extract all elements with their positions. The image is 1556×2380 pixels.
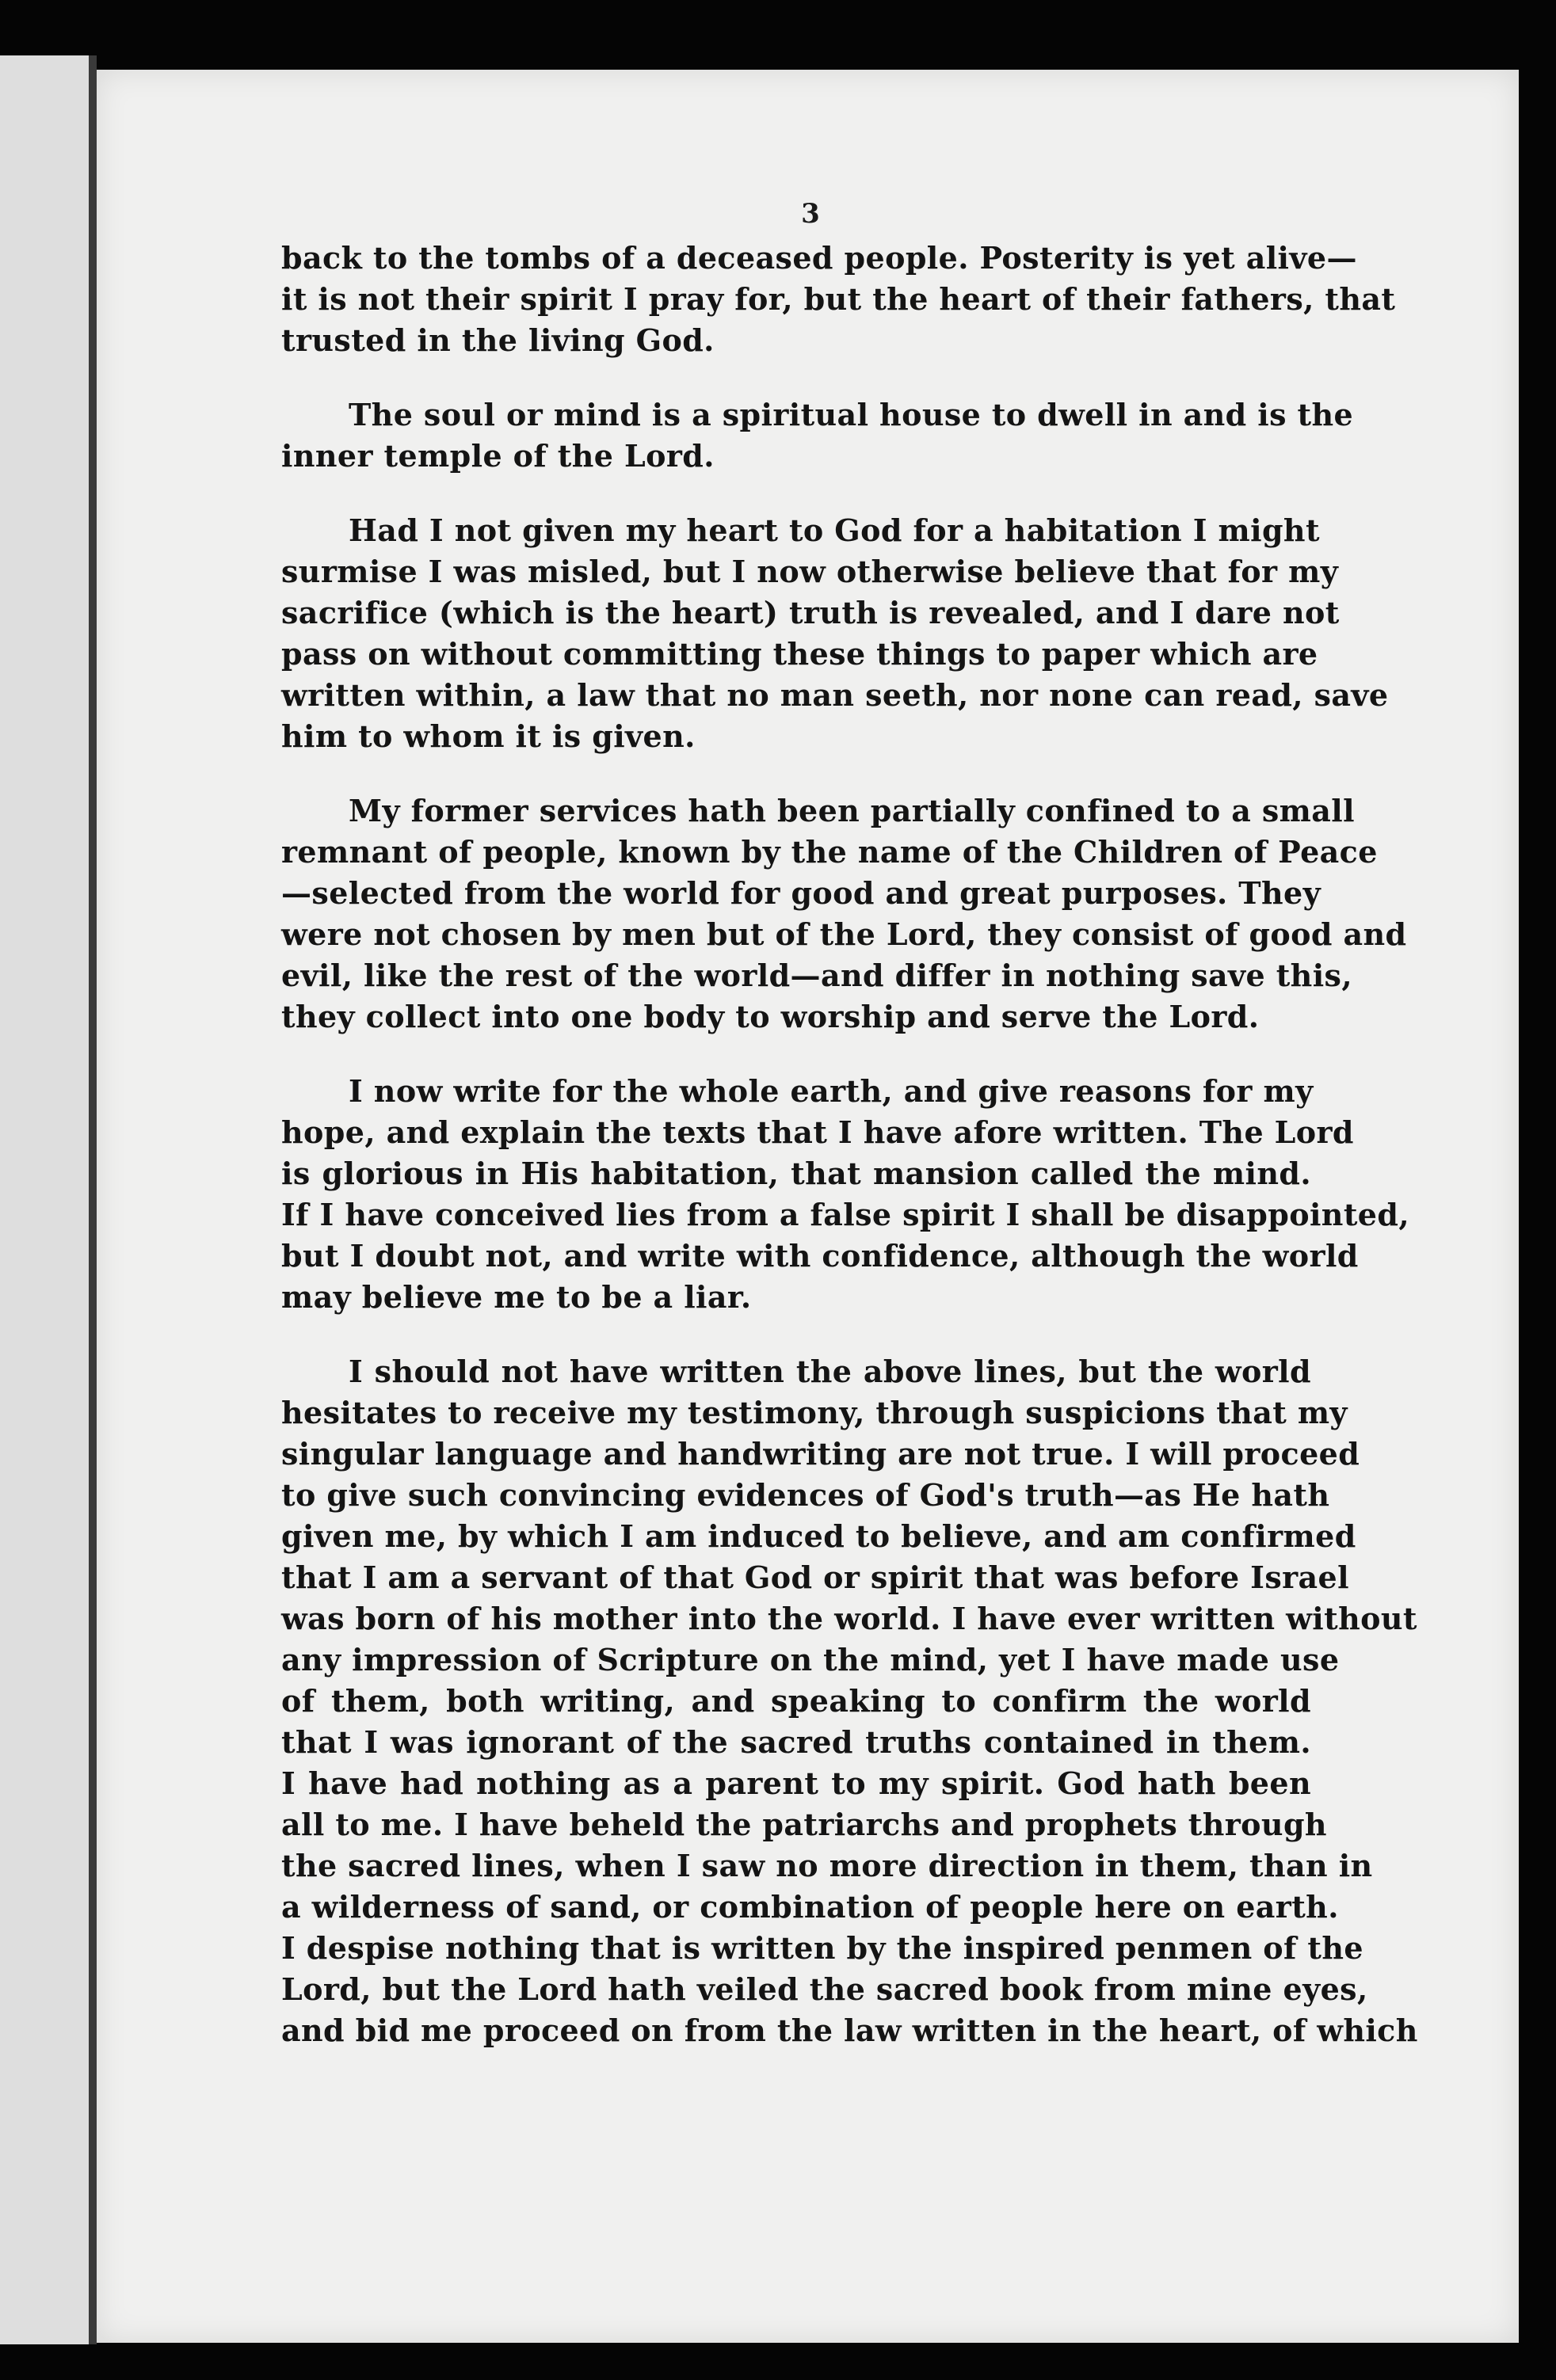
text-line: any impression of Scripture on the mind, yet I have made use — [281, 1642, 1340, 1677]
paragraph — [281, 510, 1389, 757]
text-line: but I doubt not, and write with confidence, although the world — [281, 1238, 1359, 1274]
text-line: surmise I was misled, but I now otherwise believe that for my — [281, 554, 1339, 589]
body-text — [281, 238, 1418, 2085]
text-line: that I was ignorant of the sacred truths contained in them. — [281, 1724, 1311, 1760]
page-number: 3 — [801, 198, 820, 230]
text-line: evil, like the rest of the world—and differ in nothing save this, — [281, 958, 1352, 993]
text-line: hesitates to receive my testimony, through suspicions that my — [281, 1395, 1348, 1430]
text-line: a wilderness of sand, or combination of people here on earth. — [281, 1889, 1339, 1925]
text-line: singular language and handwriting are not true. I will proceed — [281, 1436, 1360, 1472]
text-line: the sacred lines, when I saw no more direction in them, than in — [281, 1848, 1373, 1883]
text-line: him to whom it is given. — [281, 718, 696, 754]
text-line: it is not their spirit I pray for, but the heart of their fathers, that — [281, 281, 1396, 317]
text-line: that I am a servant of that God or spirit that was before Israel — [281, 1559, 1349, 1595]
text-line: given me, by which I am induced to believe, and am confirmed — [281, 1518, 1356, 1554]
text-line: If I have conceived lies from a false spirit I shall be disappointed, — [281, 1197, 1409, 1232]
text-line: hope, and explain the texts that I have afore written. The Lord — [281, 1114, 1354, 1150]
text-line: Had I not given my heart to God for a habitation I might — [349, 512, 1320, 548]
text-line: The soul or mind is a spiritual house to dwell in and is the — [349, 397, 1354, 432]
text-line: is glorious in His habitation, that mansion called the mind. — [281, 1156, 1311, 1191]
text-line: My former services hath been partially confined to a small — [349, 793, 1355, 828]
text-line: Lord, but the Lord hath veiled the sacred book from mine eyes, — [281, 1971, 1368, 2007]
text-line: I should not have written the above lines, but the world — [349, 1354, 1311, 1389]
text-line: trusted in the living God. — [281, 322, 715, 358]
text-line: and bid me proceed on from the law written in the heart, of which — [281, 2013, 1418, 2048]
paragraph — [281, 1351, 1418, 2051]
facing-page-edge — [0, 55, 95, 2344]
text-line: to give such convincing evidences of God's truth—as He hath — [281, 1477, 1330, 1513]
text-line: they collect into one body to worship and serve the Lord. — [281, 999, 1260, 1034]
text-line: —selected from the world for good and great purposes. They — [281, 875, 1321, 911]
text-line: pass on without committing these things to paper which are — [281, 636, 1318, 672]
text-line: back to the tombs of a deceased people. Posterity is yet alive— — [281, 240, 1357, 276]
text-line: was born of his mother into the world. I have ever written without — [281, 1601, 1417, 1636]
text-line: written within, a law that no man seeth, nor none can read, save — [281, 677, 1389, 713]
text-line: may believe me to be a liar. — [281, 1279, 752, 1315]
text-line: were not chosen by men but of the Lord, they consist of good and — [281, 916, 1407, 952]
paragraph — [281, 238, 1396, 361]
paragraph — [281, 1071, 1409, 1318]
paragraph — [281, 790, 1407, 1038]
text-line: I despise nothing that is written by the inspired penmen of the — [281, 1930, 1363, 1966]
text-line: of them, both writing, and speaking to confirm the world — [281, 1683, 1311, 1719]
text-line: I have had nothing as a parent to my spirit. God hath been — [281, 1765, 1311, 1801]
text-line: all to me. I have beheld the patriarchs and prophets through — [281, 1807, 1327, 1842]
text-line: sacrifice (which is the heart) truth is revealed, and I dare not — [281, 595, 1340, 630]
paragraph — [281, 394, 1354, 477]
text-line: inner temple of the Lord. — [281, 438, 715, 474]
text-line: remnant of people, known by the name of the Children of Peace — [281, 834, 1378, 870]
book-gutter — [89, 55, 97, 2344]
text-line: I now write for the whole earth, and give reasons for my — [349, 1073, 1314, 1109]
